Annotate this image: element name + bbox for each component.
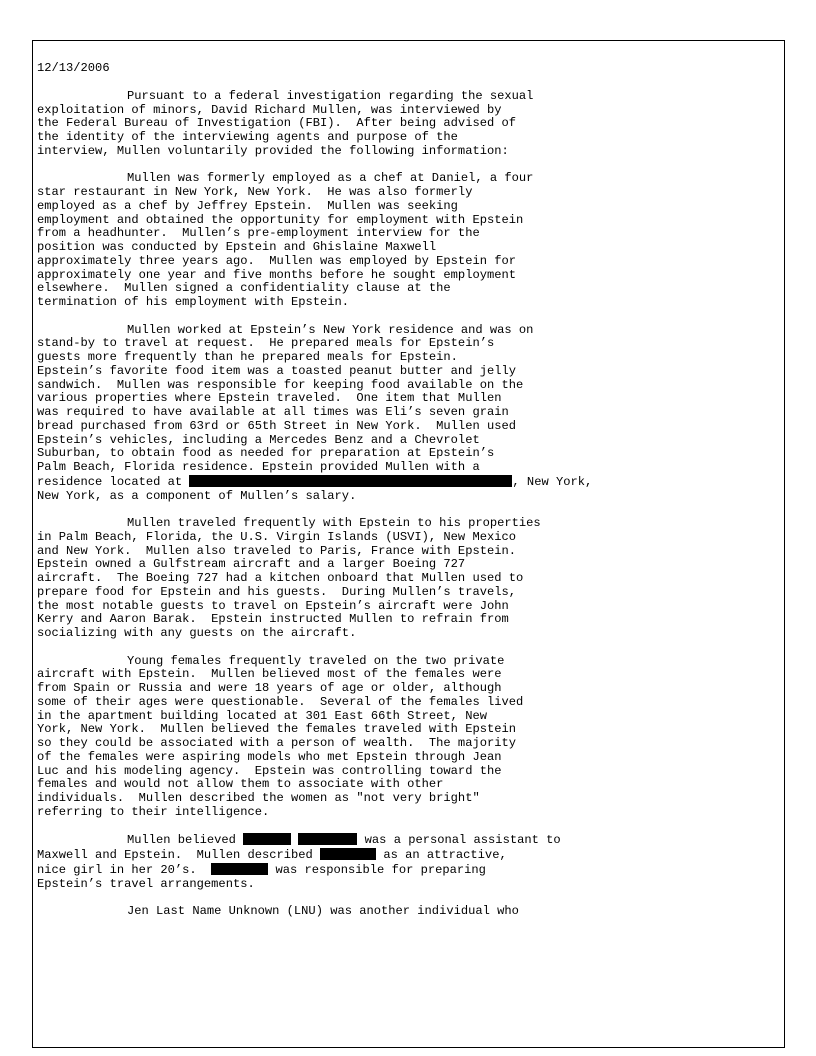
text-line: the identity of the interviewing agents and purpose of the bbox=[37, 130, 458, 144]
text-line: guests more frequently than he prepared meals for Epstein. bbox=[37, 350, 458, 364]
text-line: was a personal assistant to bbox=[364, 833, 561, 848]
text-line: various properties where Epstein traveled. One item that Mullen bbox=[37, 391, 502, 406]
text-line: residence located at bbox=[37, 474, 183, 489]
text-line: Luc and his modeling agency. Epstein was controlling toward the bbox=[37, 763, 502, 778]
redaction-block bbox=[320, 848, 376, 860]
text-line: elsewhere. Mullen signed a confidentiality clause at the bbox=[37, 281, 451, 296]
text-line: termination of his employment with Epstein. bbox=[37, 295, 350, 309]
text-line: the Federal Bureau of Investigation (FBI). After being advised of bbox=[37, 116, 516, 131]
text-line: stand-by to travel at request. He prepared meals for Epstein’s bbox=[37, 336, 495, 351]
redaction-block bbox=[189, 475, 512, 487]
text-line: New York, as a component of Mullen’s salary. bbox=[37, 488, 357, 503]
text-line: females and would not allow them to associate with other bbox=[37, 777, 444, 792]
redaction-block bbox=[243, 833, 291, 845]
text-line: socializing with any guests on the aircraft. bbox=[37, 626, 357, 640]
document-date: 12/13/2006 bbox=[37, 61, 110, 75]
text-line: from a headhunter. Mullen’s pre-employment interview for the bbox=[37, 226, 480, 241]
text-line: Kerry and Aaron Barak. Epstein instructed Mullen to refrain from bbox=[37, 612, 509, 627]
text-line: approximately three years ago. Mullen was employed by Epstein for bbox=[37, 253, 516, 268]
text-line: Mullen was formerly employed as a chef at Daniel, a four bbox=[127, 171, 534, 186]
text-line: bread purchased from 63rd or 65th Street in New York. Mullen used bbox=[37, 418, 516, 433]
text-line: so they could be associated with a person of wealth. The majority bbox=[37, 736, 516, 750]
text-line: Mullen worked at Epstein’s New York residence and was on bbox=[127, 322, 534, 337]
text-line: Epstein owned a Gulfstream aircraft and a larger Boeing 727 bbox=[37, 557, 466, 572]
text-line: of the females were aspiring models who met Epstein through Jean bbox=[37, 749, 502, 764]
text-line: Epstein’s vehicles, including a Mercedes Benz and a Chevrolet bbox=[37, 432, 480, 447]
text-line: aircraft with Epstein. Mullen believed most of the females were bbox=[37, 667, 502, 682]
text-line: Jen Last Name Unknown (LNU) was another individual who bbox=[127, 904, 519, 918]
text-line: sandwich. Mullen was responsible for keeping food available on the bbox=[37, 377, 524, 392]
text-line: employed as a chef by Jeffrey Epstein. Mullen was seeking bbox=[37, 198, 458, 213]
text-line: as an attractive, bbox=[383, 848, 507, 862]
paragraph-7 bbox=[37, 905, 777, 919]
redaction-block bbox=[298, 833, 357, 845]
paragraph-1 bbox=[37, 90, 777, 159]
text-line: Mullen traveled frequently with Epstein to his properties bbox=[127, 516, 541, 530]
paragraph-6 bbox=[37, 833, 777, 891]
text-line: approximately one year and five months before he sought employment bbox=[37, 267, 516, 282]
text-line: in the apartment building located at 301 East 66th Street, New bbox=[37, 708, 487, 723]
text-line: employment and obtained the opportunity for employment with Epstein bbox=[37, 212, 524, 227]
paragraph-4 bbox=[37, 517, 777, 641]
text-line: in Palm Beach, Florida, the U.S. Virgin Islands (USVI), New Mexico bbox=[37, 529, 516, 544]
text-line: nice girl in her 20’s. bbox=[37, 862, 197, 877]
text-line: York, New York. Mullen believed the females traveled with Epstein bbox=[37, 722, 516, 737]
document-body bbox=[37, 62, 777, 919]
text-line: star restaurant in New York, New York. He was also formerly bbox=[37, 185, 473, 199]
text-line: Pursuant to a federal investigation regarding the sexual bbox=[127, 88, 534, 103]
text-line: Epstein’s favorite food item was a toasted peanut butter and jelly bbox=[37, 363, 516, 378]
text-line: Maxwell and Epstein. Mullen described bbox=[37, 848, 313, 862]
text-line: was responsible for preparing bbox=[275, 862, 486, 877]
text-line: aircraft. The Boeing 727 had a kitchen onboard that Mullen used to bbox=[37, 571, 524, 585]
text-line: some of their ages were questionable. Several of the females lived bbox=[37, 694, 524, 709]
text-line: individuals. Mullen described the women as "not very bright" bbox=[37, 791, 480, 805]
text-line: interview, Mullen voluntarily provided the following information: bbox=[37, 143, 509, 158]
text-line: position was conducted by Epstein and Ghislaine Maxwell bbox=[37, 240, 437, 254]
text-line: Suburban, to obtain food as needed for preparation at Epstein’s bbox=[37, 446, 495, 461]
paragraph-5 bbox=[37, 655, 777, 820]
text-line: Palm Beach, Florida residence. Epstein provided Mullen with a bbox=[37, 460, 480, 474]
paragraph-3 bbox=[37, 324, 777, 504]
text-line: prepare food for Epstein and his guests. During Mullen’s travels, bbox=[37, 584, 516, 599]
redaction-block bbox=[211, 863, 268, 875]
text-line: the most notable guests to travel on Epstein’s aircraft were John bbox=[37, 598, 509, 613]
text-line: Young females frequently traveled on the two private bbox=[127, 653, 505, 668]
text-line: , New York, bbox=[512, 474, 593, 489]
text-line: was required to have available at all times was Eli’s seven grain bbox=[37, 405, 509, 419]
text-line: from Spain or Russia and were 18 years of age or older, although bbox=[37, 681, 502, 695]
text-line: and New York. Mullen also traveled to Paris, France with Epstein. bbox=[37, 543, 516, 558]
text-line: Mullen believed bbox=[127, 833, 236, 848]
text-line: referring to their intelligence. bbox=[37, 804, 270, 819]
text-line: exploitation of minors, David Richard Mullen, was interviewed by bbox=[37, 102, 502, 117]
paragraph-2 bbox=[37, 172, 777, 310]
text-line: Epstein’s travel arrangements. bbox=[37, 876, 255, 891]
